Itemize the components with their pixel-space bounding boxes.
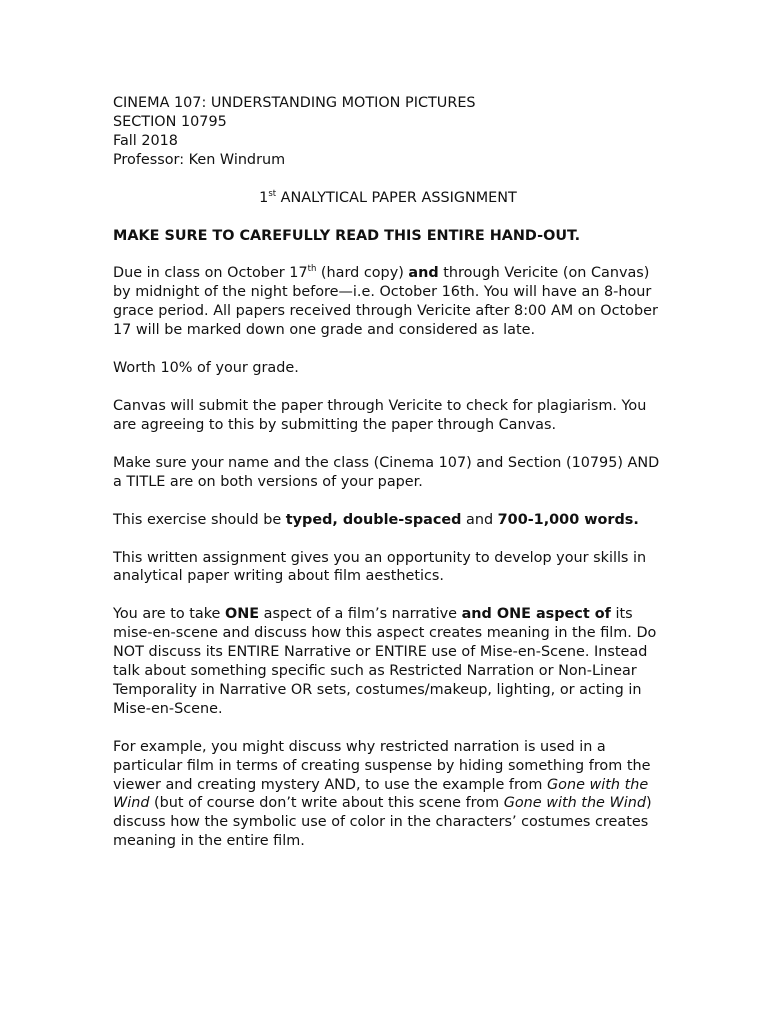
task-bold-aspect: and ONE aspect of [461, 606, 611, 623]
task-text-2: aspect of a film’s narrative [259, 606, 462, 623]
due-text-1: Due in class on October 17 [113, 265, 308, 282]
course-header [113, 94, 663, 170]
professor: Professor: Ken Windrum [113, 151, 286, 168]
assignment-ordinal: st [268, 188, 277, 199]
assignment-title [113, 189, 663, 208]
due-paragraph [113, 264, 663, 340]
worth-paragraph: Worth 10% of your grade. [113, 360, 299, 377]
assignment-number: 1 [259, 189, 269, 206]
due-text-2: (hard copy) [316, 265, 409, 282]
format-paragraph [113, 511, 663, 530]
format-bold-words: 700-1,000 words. [497, 511, 639, 528]
example-text-2: (but of course don’t write about this scene from [149, 795, 504, 812]
due-bold-and: and [408, 265, 439, 282]
example-film-title-2: Gone with the Wind [503, 795, 646, 812]
canvas-paragraph: Canvas will submit the paper through Vericite to check for plagiarism. You are agreeing to this by submitting the paper through Canvas. [113, 397, 647, 433]
course-title: CINEMA 107: UNDERSTANDING MOTION PICTURES [113, 95, 476, 111]
task-text-1: You are to take [113, 606, 225, 623]
task-text-3: its mise-en-scene and discuss how this aspect creates meaning in the film. Do NOT discuss its ENTIRE Narrative or ENTIRE use of Mise-en-Scene. Instead talk about something specific such as Restricted Narration or Non-Linear Temporality in Narrative OR sets, costumes/makeup, lighting, or acting in Mise-en-Scene. [113, 606, 657, 717]
task-paragraph [113, 605, 663, 718]
example-text-1: For example, you might discuss why restricted narration is used in a particular film in terms of creating suspense by hiding something from the viewer and creating mystery AND, to use the example from [113, 738, 651, 793]
section-number: SECTION 10795 [113, 113, 227, 130]
format-bold-typed: typed, double-spaced [285, 511, 462, 528]
due-ordinal: th [307, 264, 317, 275]
term: Fall 2018 [113, 132, 178, 149]
read-warning-text: MAKE SURE TO CAREFULLY READ THIS ENTIRE HAND-OUT. [113, 227, 581, 244]
due-text-3: through Vericite (on Canvas) by midnight of the night before—i.e. October 16th. You will have an 8-hour grace period. All papers received through Vericite after 8:00 AM on October 17 will be marked down one grade and considered as late. [113, 265, 658, 339]
format-text-2: and [461, 511, 498, 528]
example-text-3: ) discuss how the symbolic use of color in the characters’ costumes creates meaning in the entire film. [113, 795, 652, 850]
example-paragraph [113, 738, 663, 851]
purpose-paragraph: This written assignment gives you an opportunity to develop your skills in analytical paper writing about film aesthetics. [113, 549, 647, 585]
name-note-paragraph: Make sure your name and the class (Cinema 107) and Section (10795) AND a TITLE are on both versions of your paper. [113, 454, 660, 490]
example-film-title-1: Gone with the Wind [113, 776, 649, 812]
handout-content [113, 94, 663, 851]
assignment-title-text: ANALYTICAL PAPER ASSIGNMENT [276, 189, 517, 206]
read-warning [113, 227, 663, 246]
task-bold-one: ONE [224, 606, 260, 623]
format-text-1: This exercise should be [113, 511, 286, 528]
